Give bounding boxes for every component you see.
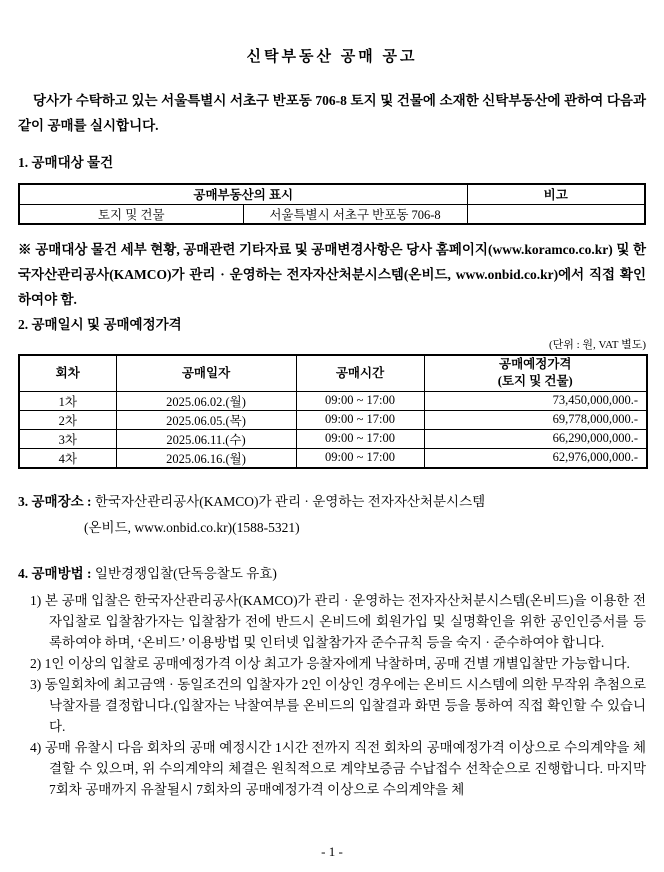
schedule-header-round: 회차 [19,355,116,391]
round-cell: 2차 [19,410,116,429]
section2-heading: 2. 공매일시 및 공매예정가격 [18,317,182,332]
property-category-cell: 토지 및 건물 [19,204,243,224]
date-cell: 2025.06.02.(월) [116,391,296,410]
price-cell: 62,976,000,000.- [424,448,647,468]
schedule-header-price-line1: 공매예정가격 [499,357,572,372]
schedule-header-time: 공매시간 [296,355,424,391]
intro-paragraph: 당사가 수탁하고 있는 서울특별시 서초구 반포동 706-8 토지 및 건물에 소재한 신탁부동산에 관하여 다음과 같이 공매를 실시합니다. [18,93,646,133]
document-title: 신탁부동산 공매 공고 [246,49,418,65]
method-item-1: 1) 본 공매 입찰은 한국자산관리공사(KAMCO)가 관리 · 운영하는 전자자산처분시스템(온비드)을 이용한 전자입찰로 입찰참가자는 입찰참가 전에 반드시 온비드에 회원가입 및 실명확인을 위한 공인인증서를 등록하여야 하며, ‘온비드’ 이용방법 및 인터넷 입찰참가자 준수규칙 등을 숙지 · 준수하여야 합니다. [30,592,646,650]
schedule-table [18,354,648,469]
section3-venue-line2: (온비드, www.onbid.co.kr)(1588-5321) [84,519,300,535]
section4-heading [18,561,646,587]
price-cell: 66,290,000,000.- [424,429,647,448]
schedule-row-1 [19,391,647,410]
property-table-header-remark: 비고 [467,184,645,204]
date-cell: 2025.06.05.(목) [116,410,296,429]
round-cell: 4차 [19,448,116,468]
price-cell: 69,778,000,000.- [424,410,647,429]
method-item-2: 2) 1인 이상의 입찰로 공매예정가격 이상 최고가 응찰자에게 낙찰하며, 공매 건별 개별입찰만 가능합니다. [30,655,630,671]
confirmation-notice: ※ 공매대상 물건 세부 현황, 공매관련 기타자료 및 공매변경사항은 당사 홈페이지(www.koramco.co.kr) 및 한국자산관리공사(KAMCO)가 관리 · 운영하는 전자자산처분시스템(온비드, www.onbid.co.kr)에서 직접 확인하여야 함. [18,242,646,307]
section3-label: 3. 공매장소 : [18,493,92,509]
time-cell: 09:00 ~ 17:00 [296,410,424,429]
date-cell: 2025.06.16.(월) [116,448,296,468]
unit-note: (단위 : 원, VAT 별도) [548,339,646,351]
price-cell: 73,450,000,000.- [424,391,647,410]
section3-venue-line1: 한국자산관리공사(KAMCO)가 관리 · 운영하는 전자자산처분시스템 [94,493,486,509]
schedule-header-date: 공매일자 [116,355,296,391]
property-table-row [19,204,645,224]
schedule-row-3 [19,429,647,448]
time-cell: 09:00 ~ 17:00 [296,448,424,468]
property-table [18,183,646,225]
schedule-header-price-line2: (토지 및 건물) [497,374,573,389]
property-remark-cell [467,204,645,224]
method-item-list [30,590,646,800]
schedule-table-header-row [19,355,647,391]
method-item-3: 3) 동일회차에 최고금액 · 동일조건의 입찰자가 2인 이상인 경우에는 온비드 시스템에 의한 무작위 추첨으로 낙찰자를 결정합니다.(입찰자는 낙찰여부를 온비드의 입찰결과 화면 등을 통하여 직접 확인할 수 있습니다. [30,676,646,734]
date-cell: 2025.06.11.(수) [116,429,296,448]
time-cell: 09:00 ~ 17:00 [296,429,424,448]
method-item-4: 4) 공매 유찰시 다음 회차의 공매 예정시간 1시간 전까지 직전 회차의 공매예정가격 이상으로 수의계약을 체결할 수 있으며, 위 수의계약의 체결은 원칙적으로 계약보증금 수납접수 선착순으로 진행합니다. 마지막 7회차 공매까지 유찰될시 7회차의 공매예정가격 이상으로 수의계약을 체 [30,739,646,797]
section4-method: 일반경쟁입찰(단독응찰도 유효) [94,565,277,581]
round-cell: 3차 [19,429,116,448]
property-address-cell: 서울특별시 서초구 반포동 706-8 [243,204,467,224]
page-number: - 1 - [321,844,343,859]
property-table-header-display: 공매부동산의 표시 [19,184,467,204]
schedule-row-2 [19,410,647,429]
section4-label: 4. 공매방법 : [18,565,92,581]
schedule-header-price [424,355,647,391]
schedule-row-4 [19,448,647,468]
section1-heading: 1. 공매대상 물건 [18,155,114,170]
time-cell: 09:00 ~ 17:00 [296,391,424,410]
section3-heading [18,489,646,515]
round-cell: 1차 [19,391,116,410]
property-table-header-row [19,184,645,204]
